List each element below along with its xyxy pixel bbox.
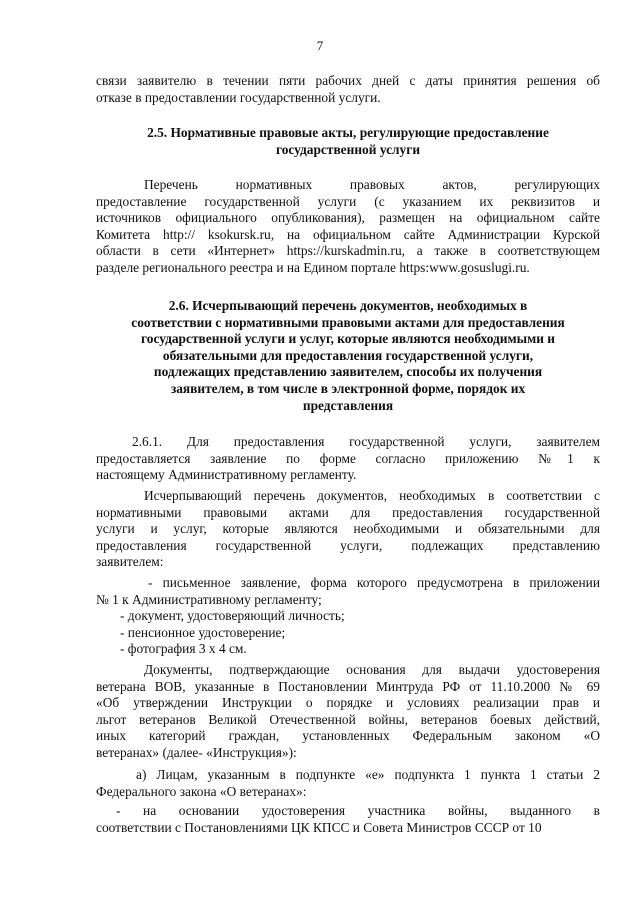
heading-line: подлежащих представлению заявителем, способы их получения	[153, 364, 543, 380]
heading-line: государственной услуги и услуг, которые являются необходимыми и	[141, 331, 555, 347]
heading-line: соответствии с нормативными правовыми актами для предоставления	[131, 314, 565, 330]
text-line: разделе регионального реестра и на Едином портале https:www.gosuslugi.ru.	[96, 259, 530, 275]
item-a-basis	[96, 803, 600, 836]
section-2-5-body	[96, 177, 600, 277]
text-line: Документы, подтверждающие основания для выдачи удостоверения	[144, 662, 600, 677]
heading-line: 2.6. Исчерпывающий перечень документов, необходимых в	[168, 298, 528, 313]
text-line: услуги и услуг, которые являются необходимыми и обязательными для	[96, 521, 600, 537]
text-line: связи заявителю в течении пяти рабочих дней с даты принятия решения об	[96, 73, 600, 88]
text-line: Федерального закона «О ветеранах»:	[96, 783, 307, 799]
text-line: предоставление государственной услуги (с указанием их реквизитов и	[96, 193, 600, 209]
text-line: льгот ветеранов Великой Отечественной войны, ветеранов боевых действий,	[96, 711, 600, 727]
text-line: а) Лицам, указанным в подпункте «е» подпункта 1 пункта 1 статьи 2	[136, 767, 600, 782]
list-item: - пенсионное удостоверение;	[120, 624, 286, 640]
text-line: настоящему Административному регламенту.	[96, 467, 357, 483]
list-item: - фотография 3 х 4 см.	[120, 641, 247, 657]
text-line: отказе в предоставлении государственной услуги.	[96, 89, 381, 105]
text-line: нормативными правовыми актами для предоставления государственной	[96, 504, 600, 520]
heading-line: обязательными для предоставления государственной услуги,	[162, 347, 534, 363]
text-line: источников официального опубликования), размещен на официальном сайте	[96, 210, 600, 226]
list-item: - письменное заявление, форма которого предусмотрена в приложении	[148, 575, 600, 590]
heading-line: государственной услуги	[275, 141, 421, 157]
text-line: - на основании удостоверения участника войны, выданного в	[116, 803, 600, 818]
heading-line: заявителем, в том числе в электронной форме, порядок их	[170, 380, 526, 396]
section-2-5-heading	[96, 125, 600, 158]
item-a	[96, 767, 600, 800]
text-line: заявителем:	[96, 554, 164, 570]
page-number: 7	[316, 38, 324, 53]
text-line: Перечень нормативных правовых актов, регулирующих	[144, 177, 600, 192]
section-2-6-heading	[96, 298, 600, 414]
list-item: № 1 к Административному регламенту;	[96, 591, 322, 607]
text-line: предоставляется заявление по форме согласно приложению №1 к	[96, 450, 600, 466]
exhaustive-list-intro	[96, 488, 600, 571]
text-line: иных категорий граждан, установленных Федеральным законом «О	[96, 728, 600, 744]
intro-paragraph	[96, 73, 600, 106]
document-list	[96, 575, 600, 658]
wov-paragraph	[96, 662, 600, 762]
text-line: предоставления государственной услуги, подлежащих представлению	[96, 537, 600, 553]
text-line: Комитета http:// ksokursk.ru, на официальном сайте Администрации Курской	[96, 226, 600, 242]
heading-line: представления	[302, 397, 394, 413]
heading-line: 2.5. Нормативные правовые акты, регулирующие предоставление	[147, 125, 549, 140]
text-line: соответствии с Постановлениями ЦК КПСС и Совета Министров СССР от 10	[96, 819, 542, 835]
text-line: «Об утверждении Инструкции о порядке и условиях реализации прав и	[96, 695, 600, 711]
list-item: - документ, удостоверяющий личность;	[120, 608, 345, 624]
text-line: Исчерпывающий перечень документов, необходимых в соответствии с	[144, 488, 600, 503]
text-line: ветеранах» (далее- «Инструкция»):	[96, 744, 297, 760]
text-line: ветерана ВОВ, указанные в Постановлении Минтруда РФ от 11.10.2000 № 69	[96, 678, 600, 694]
text-line: области в сети «Интернет» https://kurskadmin.ru, а также в соответствующем	[96, 243, 600, 259]
section-2-6-1	[96, 434, 600, 484]
text-line: 2.6.1. Для предоставления государственной услуги, заявителем	[132, 434, 600, 449]
